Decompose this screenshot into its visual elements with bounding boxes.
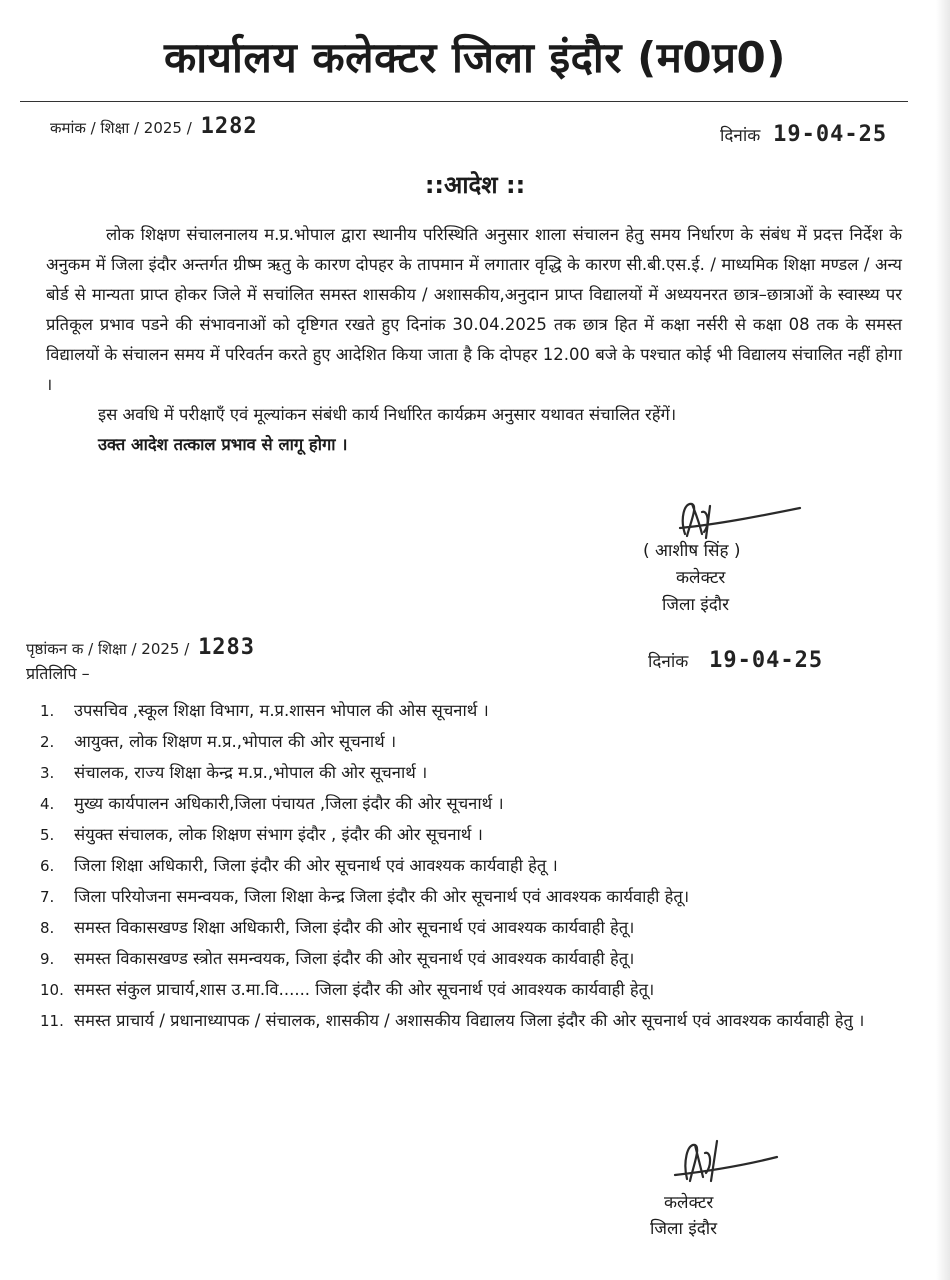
copy-number-prefix: पृष्ठांकन क / शिक्षा / 2025 / [26,640,190,658]
order-number-prefix: कमांक / शिक्षा / 2025 / [50,119,192,137]
list-item [40,945,910,973]
order-heading: ::आदेश :: [424,171,526,199]
list-item [40,1007,910,1035]
page-edge-shadow [936,0,950,1280]
list-item-text: उपसचिव ,स्कूल शिक्षा विभाग, म.प्र.शासन भोपाल की ओस सूचनार्थ । [74,701,489,720]
list-item-number: 10. [40,981,64,999]
order-date-label: दिनांक [720,126,761,146]
order-date-handwritten: 19-04-25 [773,122,888,147]
copy-number-handwritten: 1283 [198,635,256,660]
list-item [40,852,910,880]
list-item-number: 6. [40,857,55,875]
list-item-text: जिला शिक्षा अधिकारी, जिला इंदौर की ओर सूचनार्थ एवं आवश्यक कार्यवाही हेतू । [74,856,558,875]
order-paragraph-2: इस अवधि में परीक्षाएँ एवं मूल्यांकन संबंधी कार्य निर्धारित कार्यक्रम अनुसार यथावत संचालित रहेंगें। [98,405,677,424]
list-item-number: 2. [40,733,55,751]
office-title: कार्यालय कलेक्टर जिला इंदौर (म0प्र0) [164,33,786,82]
list-item-number: 1. [40,702,55,720]
list-item-number: 3. [40,764,55,782]
list-item [40,883,910,911]
list-item-number: 7. [40,888,55,906]
collector-signature [640,494,810,544]
list-item [40,697,910,725]
footer-signatory-district: जिला इंदौर [650,1219,718,1239]
list-item [40,976,910,1004]
list-item-text: समस्त संकुल प्राचार्य,शास उ.मा.वि...... जिला इंदौर की ओर सूचनार्थ एवं आवश्यक कार्यवाही हेतू। [74,980,655,999]
list-item-text: समस्त विकासखण्ड शिक्षा अधिकारी, जिला इंदौर की ओर सूचनार्थ एवं आवश्यक कार्यवाही हेतू। [74,918,635,937]
list-item-text: आयुक्त, लोक शिक्षण म.प्र.,भोपाल की ओर सूचनार्थ । [74,732,397,751]
order-date [720,122,887,147]
list-item-text: जिला परियोजना समन्वयक, जिला शिक्षा केन्द्र जिला इंदौर की ओर सूचनार्थ एवं आवश्यक कार्यवाही हेतू। [74,887,690,906]
list-item [40,914,910,942]
list-item [40,728,910,756]
copy-label: प्रतिलिपि – [26,664,90,683]
list-item-text: संयुक्त संचालक, लोक शिक्षण संभाग इंदौर , इंदौर की ओर सूचनार्थ । [74,825,483,844]
copy-date [648,648,823,673]
footer-signatory-designation: कलेक्टर [664,1193,714,1213]
list-item-number: 9. [40,950,55,968]
signatory-designation: कलेक्टर [676,568,726,588]
order-number [50,114,258,139]
order-paragraph-3: उक्त आदेश तत्काल प्रभाव से लागू होगा । [98,435,348,454]
copy-number [26,635,255,660]
copy-date-handwritten: 19-04-25 [709,648,824,673]
list-item-text: समस्त प्राचार्य / प्रधानाध्यापक / संचालक, शासकीय / अशासकीय विद्यालय जिला इंदौर की ओर सूचनार्थ एवं आवश्यक कार्यवाही हेतु । [74,1011,865,1030]
order-number-handwritten: 1282 [200,114,258,139]
list-item [40,790,910,818]
list-item-number: 8. [40,919,55,937]
list-item-text: संचालक, राज्य शिक्षा केन्द्र म.प्र.,भोपाल की ओर सूचनार्थ । [74,763,428,782]
list-item [40,759,910,787]
copy-recipient-list [40,697,910,1038]
list-item-number: 4. [40,795,55,813]
list-item-number: 11. [40,1012,64,1030]
list-item-number: 5. [40,826,55,844]
signatory-name: ( आशीष सिंह ) [643,541,741,561]
signatory-district: जिला इंदौर [662,595,730,615]
list-item [40,821,910,849]
copy-date-label: दिनांक [648,652,689,672]
collector-signature-footer [665,1135,785,1193]
order-paragraph-1: लोक शिक्षण संचालनालय म.प्र.भोपाल द्वारा स्थानीय परिस्थिति अनुसार शाला संचालन हेतु समय निर्धारण के संबंध में प्रदत्त निर्देश के अनुकम में जिला इंदौर अन्तर्गत ग्रीष्म ऋतु के कारण दोपहर के तापमान में लगातार वृद्धि के कारण सी.बी.एस.ई. / माध्यमिक शिक्षा मण्डल / अन्य बोर्ड से मान्यता प्राप्त होकर जिले में सचांलित समस्त शासकीय / अशासकीय,अनुदान प्राप्त विद्यालयों में अध्ययनरत छात्र–छात्राओं के स्वास्थ्य पर प्रतिकूल प्रभाव पडने की संभावनाओं को दृष्टिगत रखते हुए दिनांक 30.04.2025 तक छात्र हित में कक्षा नर्सरी से कक्षा 08 तक के समस्त विद्यालयों के संचालन समय में परिवर्तन करते हुए आदेशित किया जाता है कि दोपहर 12.00 बजे के पश्चात कोई भी विद्यालय संचालित नहीं होगा । [46,225,902,394]
list-item-text: मुख्य कार्यपालन अधिकारी,जिला पंचायत ,जिला इंदौर की ओर सूचनार्थ । [74,794,504,813]
title-divider [20,101,908,102]
order-body [46,220,902,460]
list-item-text: समस्त विकासखण्ड स्त्रोत समन्वयक, जिला इंदौर की ओर सूचनार्थ एवं आवश्यक कार्यवाही हेतू। [74,949,635,968]
